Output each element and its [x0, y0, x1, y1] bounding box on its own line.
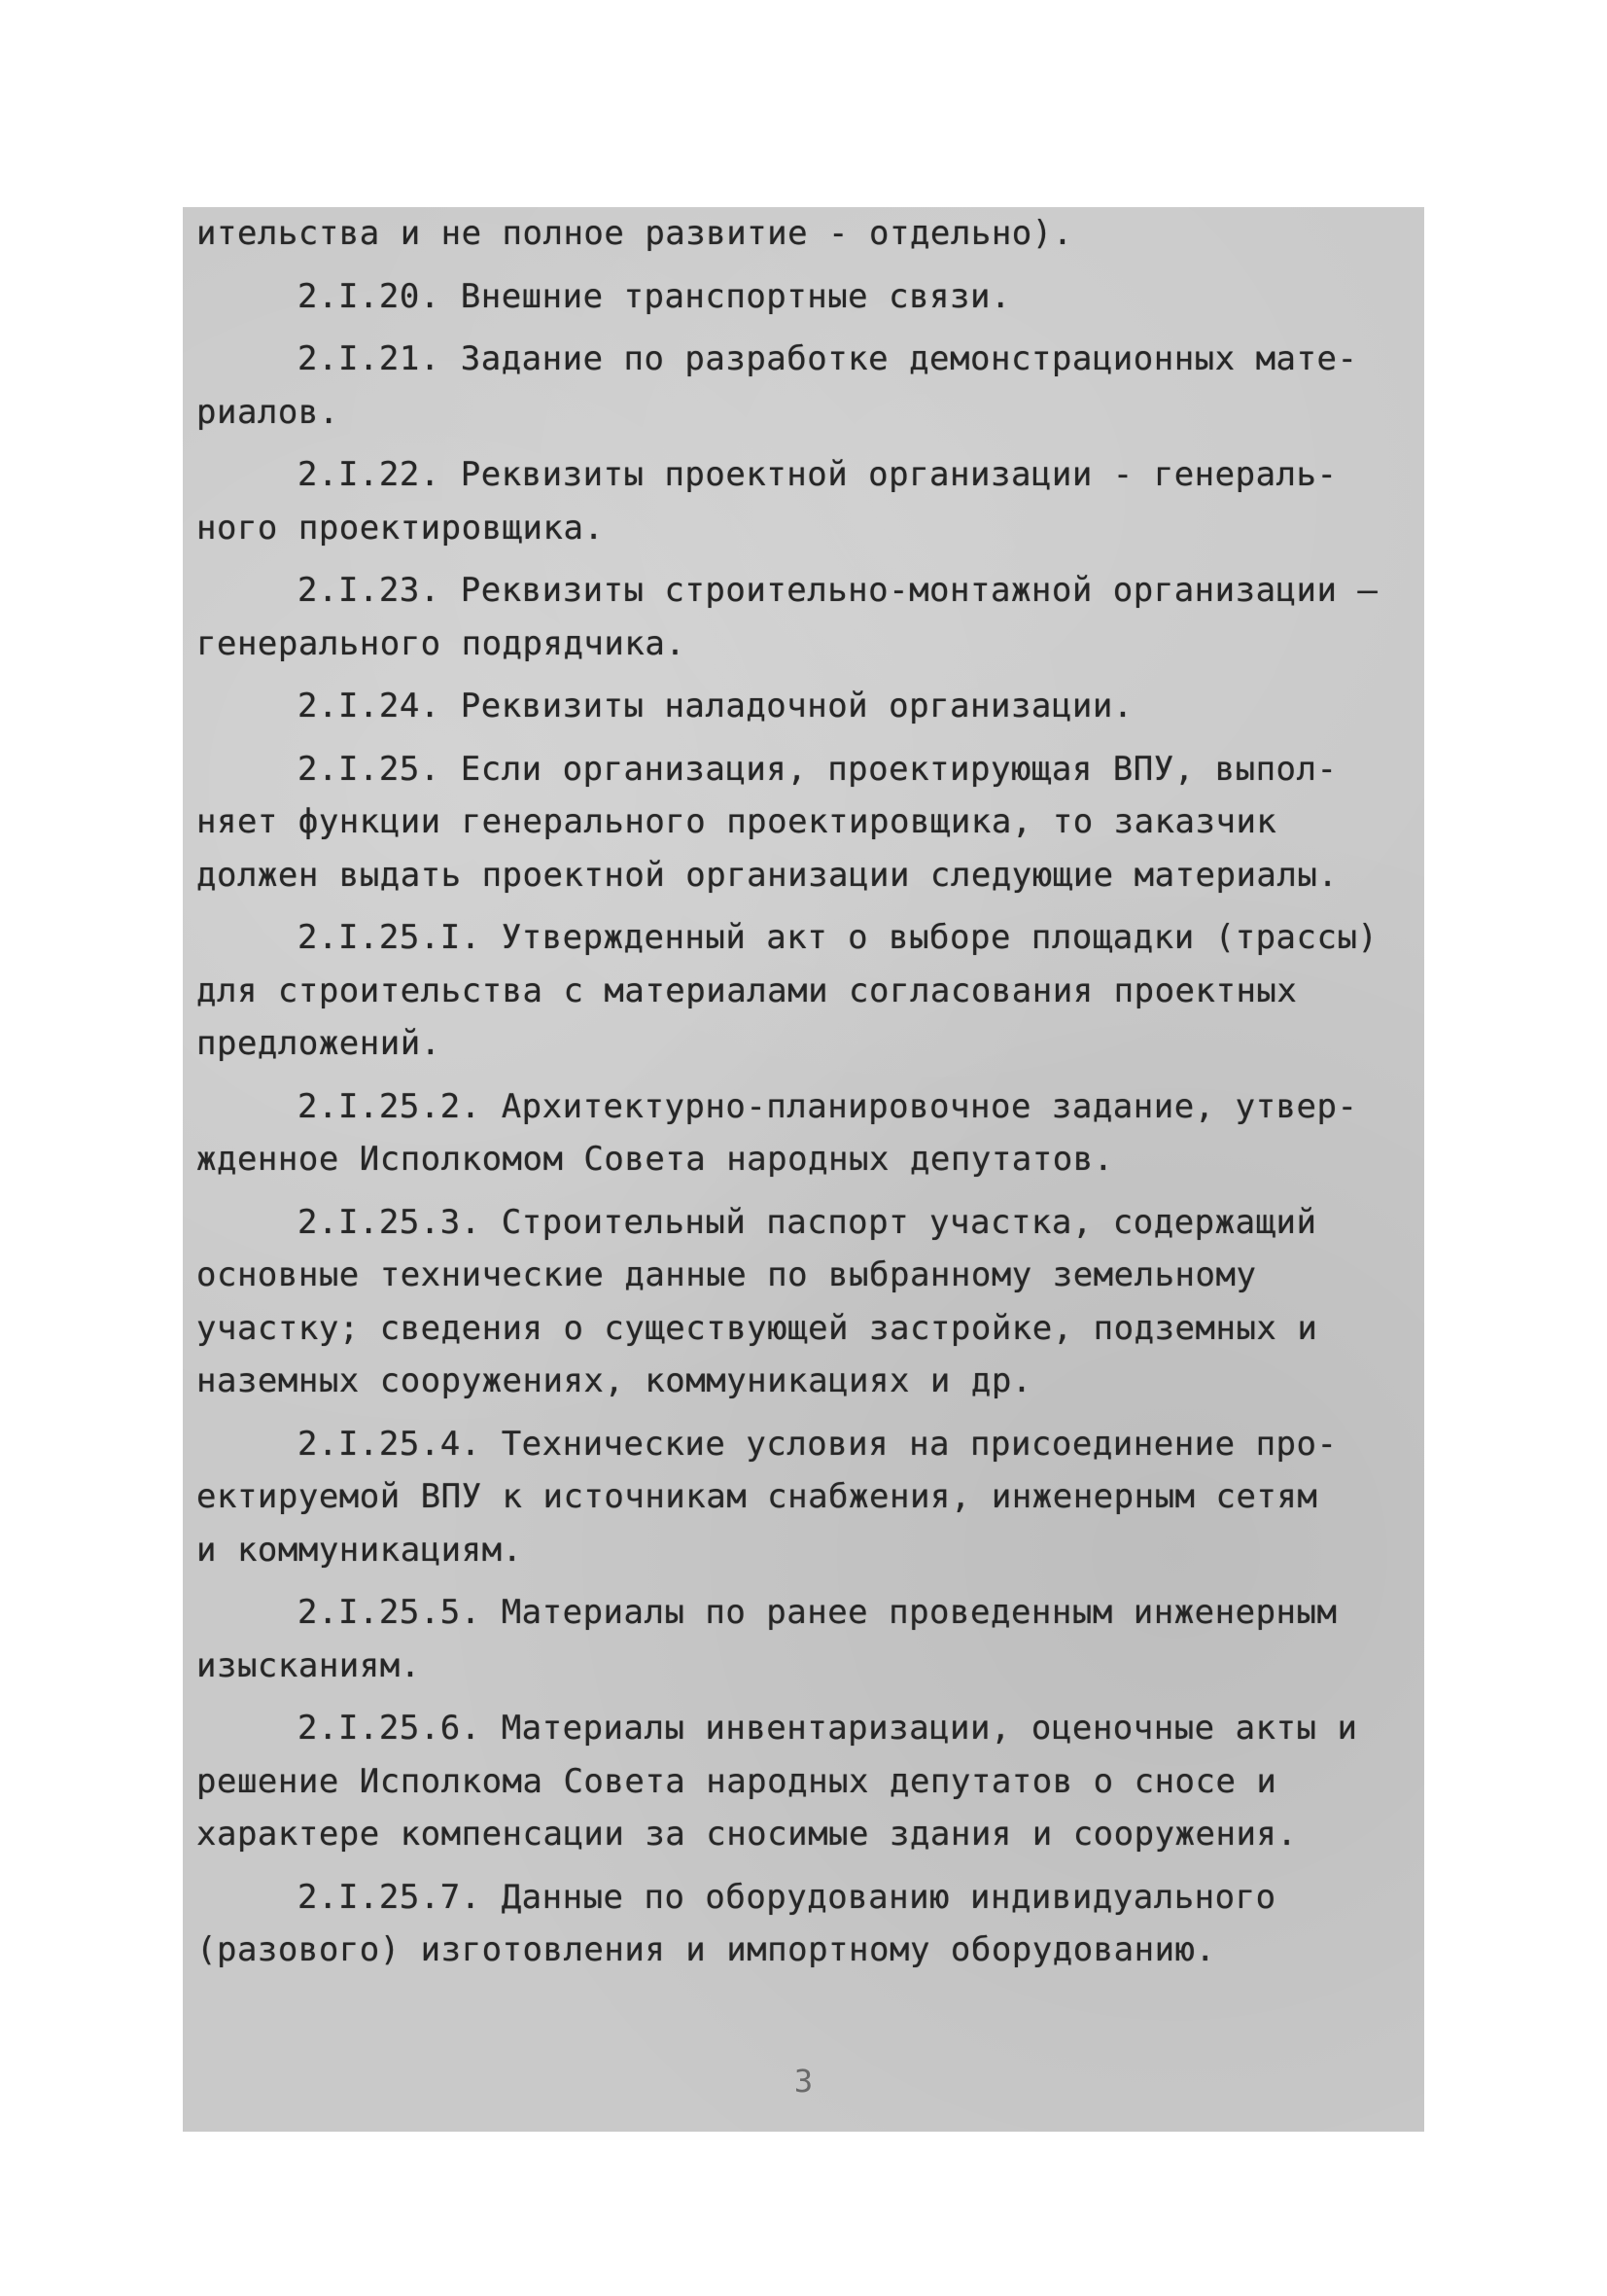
text-line: 2.I.25.I. Утвержденный акт о выборе площадки (трассы) [297, 918, 1379, 957]
text-line: 2.I.23. Реквизиты строительно-монтажной организации — [297, 571, 1379, 610]
scanned-page [183, 207, 1424, 2132]
text-line: для строительства с материалами согласования проектных [196, 971, 1298, 1010]
text-line: наземных сооружениях, коммуникациях и др. [196, 1361, 1032, 1400]
text-line: 2.I.25.2. Архитектурно-планировочное задание, утвер- [297, 1086, 1358, 1126]
page-number: 3 [793, 2063, 814, 2100]
text-line: няет функции генерального проектировщика, то заказчик [196, 802, 1277, 841]
text-line: 2.I.20. Внешние транспортные связи. [297, 276, 1011, 316]
text-line: (разового) изготовления и импортному оборудованию. [196, 1930, 1216, 1969]
text-line: решение Исполкома Совета народных депутатов о сносе и [196, 1761, 1277, 1801]
text-line: 2.I.25.6. Материалы инвентаризации, оценочные акты и [297, 1709, 1358, 1748]
text-line: участку; сведения о существующей застройке, подземных и [196, 1308, 1318, 1348]
text-line: ительства и не полное развитие - отдельно). [196, 214, 1073, 253]
text-line: изысканиям. [196, 1645, 421, 1685]
text-line: риалов. [196, 392, 339, 432]
text-line: 2.I.21. Задание по разработке демонстрационных мате- [297, 339, 1358, 378]
text-line: характере компенсации за сносимые здания и сооружения. [196, 1815, 1298, 1854]
text-line: жденное Исполкомом Совета народных депутатов. [196, 1140, 1114, 1179]
text-line: 2.I.25. Если организация, проектирующая ВПУ, выпол- [297, 749, 1338, 789]
text-line: ного проектировщика. [196, 508, 605, 548]
text-line: 2.I.25.3. Строительный паспорт участка, содержащий [297, 1202, 1317, 1242]
text-line: ектируемой ВПУ к источникам снабжения, инженерным сетям [196, 1477, 1318, 1516]
text-line: 2.I.25.5. Материалы по ранее проведенным инженерным [297, 1593, 1338, 1632]
text-line: 2.I.25.7. Данные по оборудованию индивидуального [297, 1877, 1276, 1917]
text-line: 2.I.24. Реквизиты наладочной организации. [297, 687, 1134, 725]
document-body [196, 207, 1412, 1977]
text-line: генерального подрядчика. [196, 623, 686, 663]
text-line: и коммуникациям. [196, 1530, 523, 1570]
text-line: 2.I.22. Реквизиты проектной организации - генераль- [297, 455, 1338, 494]
text-line: 2.I.25.4. Технические условия на присоединение про- [297, 1424, 1338, 1464]
text-line: предложений. [196, 1024, 441, 1063]
text-line: основные технические данные по выбранному земельному [196, 1255, 1257, 1294]
text-line: должен выдать проектной организации следующие материалы. [196, 855, 1339, 895]
